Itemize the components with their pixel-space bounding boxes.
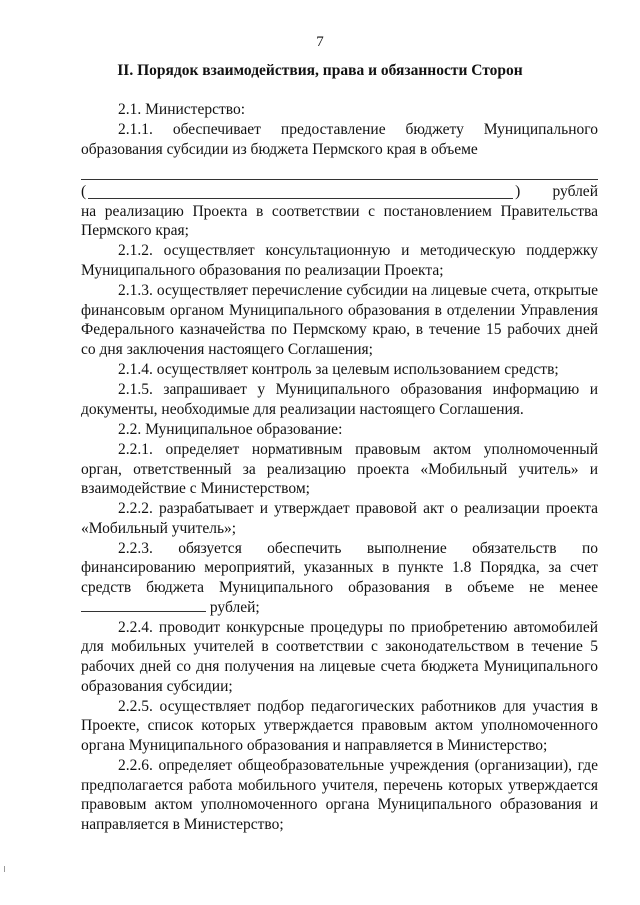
amount-blank-line: [81, 160, 598, 180]
clause-2-1-1-part-b: на реализацию Проекта в соответствии с постановлением Правительства Пермского края;: [81, 202, 598, 240]
section-heading: II. Порядок взаимодействия, права и обязанности Сторон: [117, 62, 523, 79]
clause-2-1-4: 2.1.4. осуществляет контроль за целевым использованием средств;: [118, 361, 559, 379]
clause-2-2: 2.2. Муниципальное образование:: [118, 420, 343, 438]
page-number: 7: [316, 34, 324, 50]
clause-2-2-4: 2.2.4. проводит конкурсные процедуры по приобретению автомобилей для мобильных учителей в соответствии с законодательством в течение 5 рабочих дней со дня получения на лицевые счета бюджета Муниципального образования субсидии;: [81, 618, 598, 695]
clause-2-2-2: 2.2.2. разрабатывает и утверждает правовой акт о реализации проекта «Мобильный учитель»;: [81, 500, 598, 537]
document-body: [81, 100, 598, 835]
amount-words-blank: [88, 183, 513, 199]
clause-2-2-6: 2.2.6. определяет общеобразовательные учреждения (организации), где предполагается работа мобильного учителя, перечень которых утверждается правовым актом уполномоченного органа Муниципального образования и направляется в Министерство;: [81, 756, 598, 833]
clause-2-2-3-text: 2.2.3. обязуется обеспечить выполнение обязательств по финансированию мероприятий, указанных в пункте 1.8 Порядка, за счет средств бюджета Муниципального образования в объеме не менее: [81, 539, 598, 597]
clause-2-1-3: 2.1.3. осуществляет перечисление субсидии на лицевые счета, открытые финансовым органом Муниципального образования в отделении Управления Федерального казначейства по Пермскому краю, в течение 15 рабочих дней со дня заключения настоящего Соглашения;: [81, 282, 598, 358]
close-paren: ): [515, 183, 521, 201]
clause-2-1-1-part-a: 2.1.1. обеспечивает предоставление бюджету Муниципального образования субсидии из бюджета Пермского края в объеме: [81, 121, 598, 158]
clause-2-2-1: 2.2.1. определяет нормативным правовым актом уполномоченный орган, ответственный за реализацию проекта «Мобильный учитель» и взаимодействие с Министерством;: [81, 440, 598, 498]
rubles-label: рублей: [552, 183, 598, 201]
cofinancing-amount-blank: [81, 599, 206, 612]
clause-2-1: 2.1. Министерство:: [118, 101, 245, 118]
clause-2-2-3-rubles: рублей;: [209, 598, 260, 616]
open-paren: (: [81, 183, 87, 201]
amount-words-row: [81, 180, 598, 202]
clause-2-1-2: 2.1.2. осуществляет консультационную и методическую поддержку Муниципального образования по реализации Проекта;: [81, 242, 598, 280]
scan-edge-mark: [4, 866, 5, 872]
clause-2-2-5: 2.2.5. осуществляет подбор педагогических работников для участия в Проекте, список которых утверждается правовым актом уполномоченного органа Муниципального образования и направляется в Министерство;: [81, 697, 598, 754]
clause-2-1-5: 2.1.5. запрашивает у Муниципального образования информацию и документы, необходимые для реализации настоящего Соглашения.: [81, 381, 598, 418]
clause-2-2-3: [81, 539, 598, 617]
